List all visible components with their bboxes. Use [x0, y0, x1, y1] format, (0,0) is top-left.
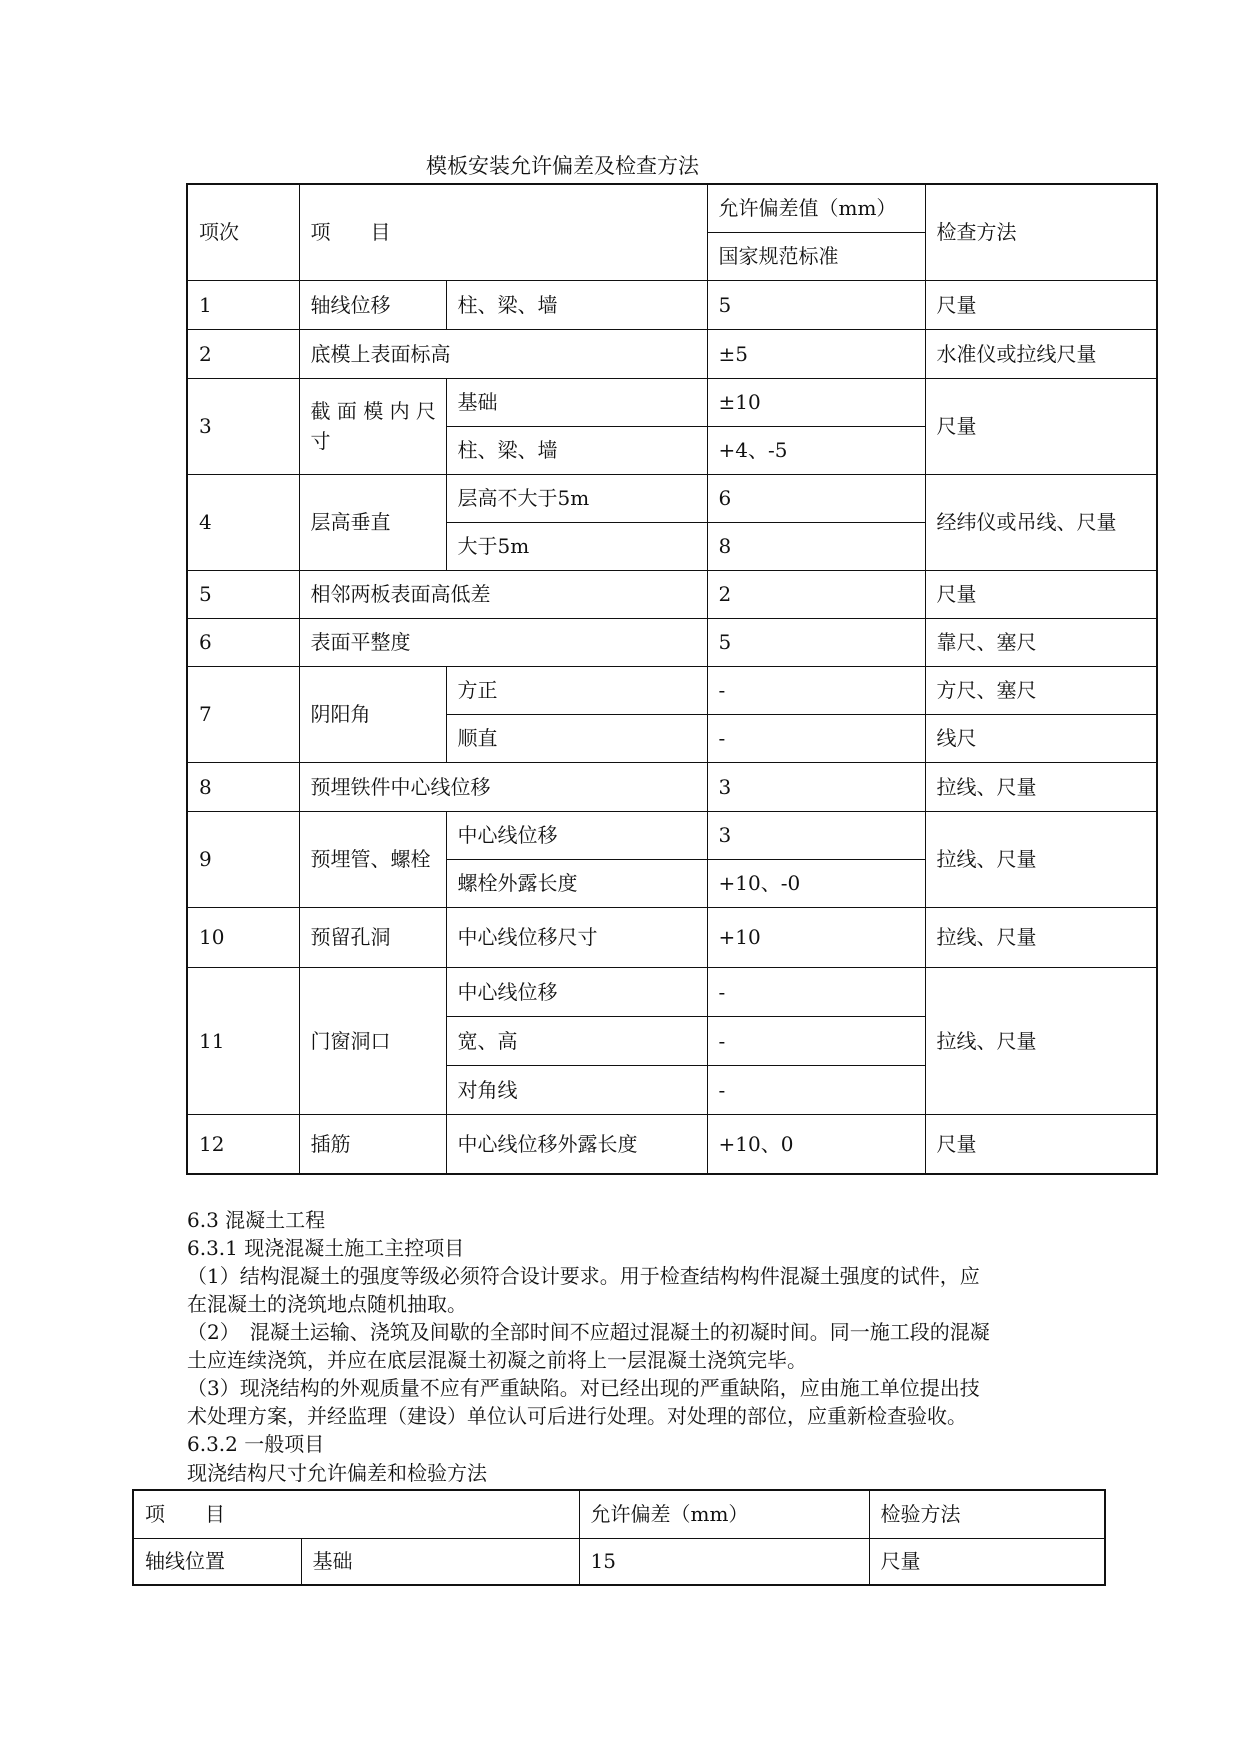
- row-method: 靠尺、塞尺: [925, 618, 1157, 666]
- row-subitem: 柱、梁、墙: [446, 426, 707, 474]
- row-method: 尺量: [925, 570, 1157, 618]
- table-row: [187, 967, 1157, 1016]
- paragraph-line: 在混凝土的浇筑地点随机抽取。: [187, 1292, 467, 1316]
- section-heading: 6.3 混凝土工程: [187, 1208, 326, 1232]
- subsection-heading: 6.3.1 现浇混凝土施工主控项目: [187, 1236, 465, 1260]
- row-method: 方尺、塞尺: [925, 666, 1157, 714]
- header-standard: 国家规范标准: [707, 232, 925, 280]
- row-index: 7: [187, 666, 299, 762]
- table-row: [187, 329, 1157, 378]
- row-item: 截 面 模 内 尺 寸: [299, 378, 446, 474]
- row-index: 6: [187, 618, 299, 666]
- row-item: 预埋铁件中心线位移: [299, 762, 707, 811]
- row-tolerance: 15: [579, 1538, 869, 1585]
- row-method: 拉线、尺量: [925, 967, 1157, 1114]
- table-row: [187, 1114, 1157, 1174]
- row-tolerance: -: [707, 666, 925, 714]
- row-tolerance: ±5: [707, 329, 925, 378]
- header-index: 项次: [187, 184, 299, 280]
- row-method: 尺量: [925, 280, 1157, 329]
- row-item: 轴线位置: [133, 1538, 301, 1585]
- row-subitem: 层高不大于5m: [446, 474, 707, 522]
- row-item: 门窗洞口: [299, 967, 446, 1114]
- row-tolerance: 5: [707, 280, 925, 329]
- row-tolerance: -: [707, 967, 925, 1016]
- row-subitem: 中心线位移尺寸: [446, 907, 707, 967]
- header-method: 检查方法: [925, 184, 1157, 280]
- row-item: 表面平整度: [299, 618, 707, 666]
- row-tolerance: 8: [707, 522, 925, 570]
- row-subitem: 方正: [446, 666, 707, 714]
- row-index: 2: [187, 329, 299, 378]
- row-subitem: 宽、高: [446, 1016, 707, 1065]
- row-method: 线尺: [925, 714, 1157, 762]
- row-method: 水准仪或拉线尺量: [925, 329, 1157, 378]
- row-subitem: 大于5m: [446, 522, 707, 570]
- row-index: 5: [187, 570, 299, 618]
- row-index: 1: [187, 280, 299, 329]
- row-subitem: 中心线位移: [446, 967, 707, 1016]
- row-tolerance: 2: [707, 570, 925, 618]
- table-row: [133, 1538, 1105, 1585]
- row-method: 尺量: [925, 378, 1157, 474]
- paragraph-line: （1）结构混凝土的强度等级必须符合设计要求。用于检查结构构件混凝土强度的试件，应: [187, 1264, 980, 1288]
- header-tolerance: 允许偏差（mm）: [579, 1490, 869, 1538]
- row-index: 10: [187, 907, 299, 967]
- table-row: [187, 280, 1157, 329]
- row-index: 12: [187, 1114, 299, 1174]
- row-method: 拉线、尺量: [925, 907, 1157, 967]
- row-index: 3: [187, 378, 299, 474]
- row-subitem: 中心线位移: [446, 811, 707, 859]
- row-item: 阴阳角: [299, 666, 446, 762]
- row-tolerance: 5: [707, 618, 925, 666]
- row-item: 轴线位移: [299, 280, 446, 329]
- row-subitem: 顺直: [446, 714, 707, 762]
- row-tolerance: -: [707, 1016, 925, 1065]
- row-subitem: 中心线位移外露长度: [446, 1114, 707, 1174]
- row-tolerance: +10、-0: [707, 859, 925, 907]
- row-method: 拉线、尺量: [925, 811, 1157, 907]
- row-method: 尺量: [925, 1114, 1157, 1174]
- row-subitem: 螺栓外露长度: [446, 859, 707, 907]
- row-tolerance: +10、0: [707, 1114, 925, 1174]
- row-method: 尺量: [869, 1538, 1105, 1585]
- row-tolerance: 3: [707, 811, 925, 859]
- row-tolerance: 3: [707, 762, 925, 811]
- paragraph-line: （2） 混凝土运输、浇筑及间歇的全部时间不应超过混凝土的初凝时间。同一施工段的混凝: [187, 1320, 990, 1344]
- table-row: [187, 570, 1157, 618]
- tolerance-table-formwork: [186, 183, 1158, 1175]
- row-index: 4: [187, 474, 299, 570]
- table-row: [187, 666, 1157, 714]
- row-tolerance: -: [707, 714, 925, 762]
- table-row: [187, 618, 1157, 666]
- row-tolerance: ±10: [707, 378, 925, 426]
- row-subitem: 基础: [446, 378, 707, 426]
- header-tolerance: 允许偏差值（mm）: [707, 184, 925, 232]
- row-method: 经纬仪或吊线、尺量: [925, 474, 1157, 570]
- row-index: 11: [187, 967, 299, 1114]
- tolerance-table-cast-in-place: [132, 1489, 1106, 1586]
- table-row: [187, 474, 1157, 522]
- row-item: 底模上表面标高: [299, 329, 707, 378]
- header-item: 项 目: [133, 1490, 579, 1538]
- table-row: [187, 907, 1157, 967]
- row-tolerance: +10: [707, 907, 925, 967]
- table2-title: 现浇结构尺寸允许偏差和检验方法: [187, 1461, 487, 1485]
- row-index: 9: [187, 811, 299, 907]
- header-method: 检验方法: [869, 1490, 1105, 1538]
- paragraph-line: （3）现浇结构的外观质量不应有严重缺陷。对已经出现的严重缺陷，应由施工单位提出技: [187, 1376, 980, 1400]
- row-tolerance: -: [707, 1065, 925, 1114]
- table1-title: 模板安装允许偏差及检查方法: [426, 154, 699, 178]
- table-row: [187, 811, 1157, 859]
- row-index: 8: [187, 762, 299, 811]
- row-item: 插筋: [299, 1114, 446, 1174]
- row-method: 拉线、尺量: [925, 762, 1157, 811]
- table-row: [187, 762, 1157, 811]
- paragraph-line: 土应连续浇筑，并应在底层混凝土初凝之前将上一层混凝土浇筑完毕。: [187, 1348, 807, 1372]
- row-item: 预留孔洞: [299, 907, 446, 967]
- header-item: 项 目: [299, 184, 707, 280]
- row-item: 预埋管、螺栓: [299, 811, 446, 907]
- row-subitem: 柱、梁、墙: [446, 280, 707, 329]
- row-item: 相邻两板表面高低差: [299, 570, 707, 618]
- table-row: [187, 378, 1157, 426]
- row-tolerance: 6: [707, 474, 925, 522]
- row-subitem: 基础: [301, 1538, 579, 1585]
- row-item: 层高垂直: [299, 474, 446, 570]
- paragraph-line: 术处理方案，并经监理（建设）单位认可后进行处理。对处理的部位，应重新检查验收。: [187, 1404, 967, 1428]
- subsection-heading: 6.3.2 一般项目: [187, 1432, 325, 1456]
- row-tolerance: +4、-5: [707, 426, 925, 474]
- row-subitem: 对角线: [446, 1065, 707, 1114]
